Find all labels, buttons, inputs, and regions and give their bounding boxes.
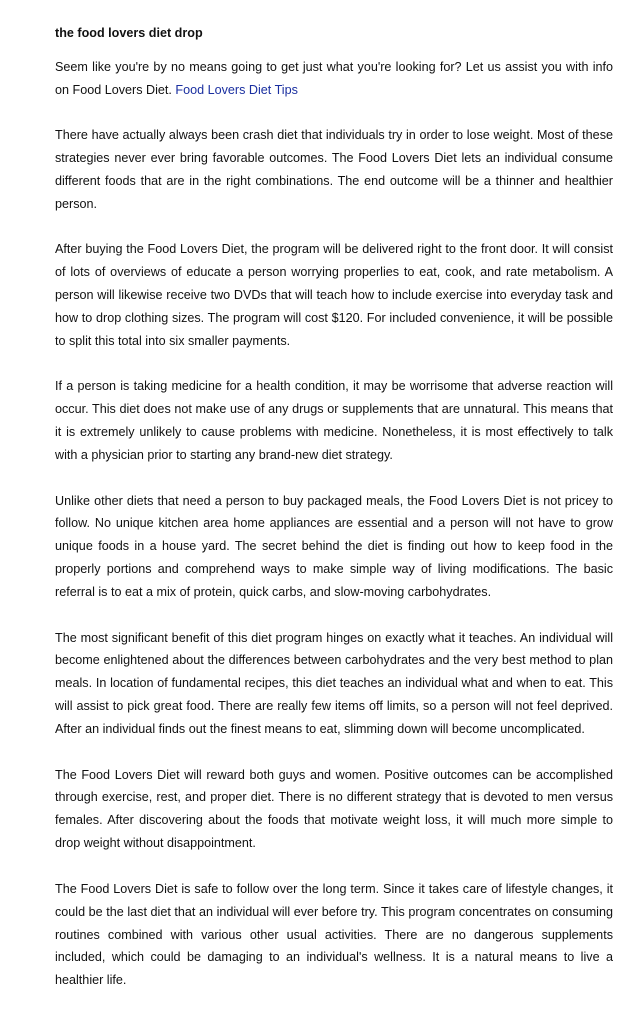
body-paragraph-6: The Food Lovers Diet will reward both guys and women. Positive outcomes can be accomplished through exercise, rest, and proper diet. There is no different strategy that is devoted to men versus females. After discovering about the foods that motivate weight loss, it will much more simple to drop weight without disappointment.	[55, 767, 613, 851]
document-page	[55, 22, 613, 1015]
body-paragraph-4: Unlike other diets that need a person to buy packaged meals, the Food Lovers Diet is not pricey to follow. No unique kitchen area home appliances are essential and a person will not have to grow unique foods in a house yard. The secret behind the diet is finding out how to keep food in the properly portions and comprehend ways to make simple way of living modifications. The basic referral is to eat a mix of protein, quick carbs, and slow-moving carbohydrates.	[55, 493, 613, 600]
body-paragraph-3: If a person is taking medicine for a health condition, it may be worrisome that adverse reaction will occur. This diet does not make use of any drugs or supplements that are unnatural. This means that it is extremely unlikely to cause problems with medicine. Nonetheless, it is most effectively to talk with a physician prior to starting any brand-new diet strategy.	[55, 379, 613, 463]
body-paragraph-2: After buying the Food Lovers Diet, the program will be delivered right to the front door. It will consist of lots of overviews of educate a person worrying properlies to eat, cook, and rate metabolism. A person will likewise receive two DVDs that will teach how to include exercise into everyday task and how to drop clothing sizes. The program will cost $120. For included convenience, it will be possible to split this total into six smaller payments.	[55, 242, 613, 348]
document-title: the food lovers diet drop	[55, 26, 203, 40]
body-paragraph-1: There have actually always been crash diet that individuals try in order to lose weight. Most of these strategies never ever bring favorable outcomes. The Food Lovers Diet lets an individual consume different foods that are in the right combinations. The end outcome will be a thinner and healthier person.	[55, 128, 613, 211]
body-paragraph-5: The most significant benefit of this diet program hinges on exactly what it teaches. An individual will become enlightened about the differences between carbohydrates and the very best method to plan meals. In location of fundamental recipes, this diet teaches an individual what and when to eat. This will assist to pick great food. There are really few items off limits, so a person will not feel deprived. After an individual finds out the finest means to eat, slimming down will become uncomplicated.	[55, 630, 613, 737]
intro-text: Seem like you're by no means going to get just what you're looking for? Let us assist you with info on Food Lovers Diet.	[55, 59, 613, 97]
body-paragraph-7: The Food Lovers Diet is safe to follow over the long term. Since it takes care of lifestyle changes, it could be the last diet that an individual will ever before try. This program concentrates on consuming routines combined with various other usual activities. There are no dangerous supplements included, which could be damaging to an individual's wellness. It is a natural means to live a healthier life.	[55, 881, 613, 988]
food-lovers-diet-tips-link[interactable]: Food Lovers Diet Tips	[175, 82, 298, 97]
intro-paragraph	[55, 56, 613, 102]
